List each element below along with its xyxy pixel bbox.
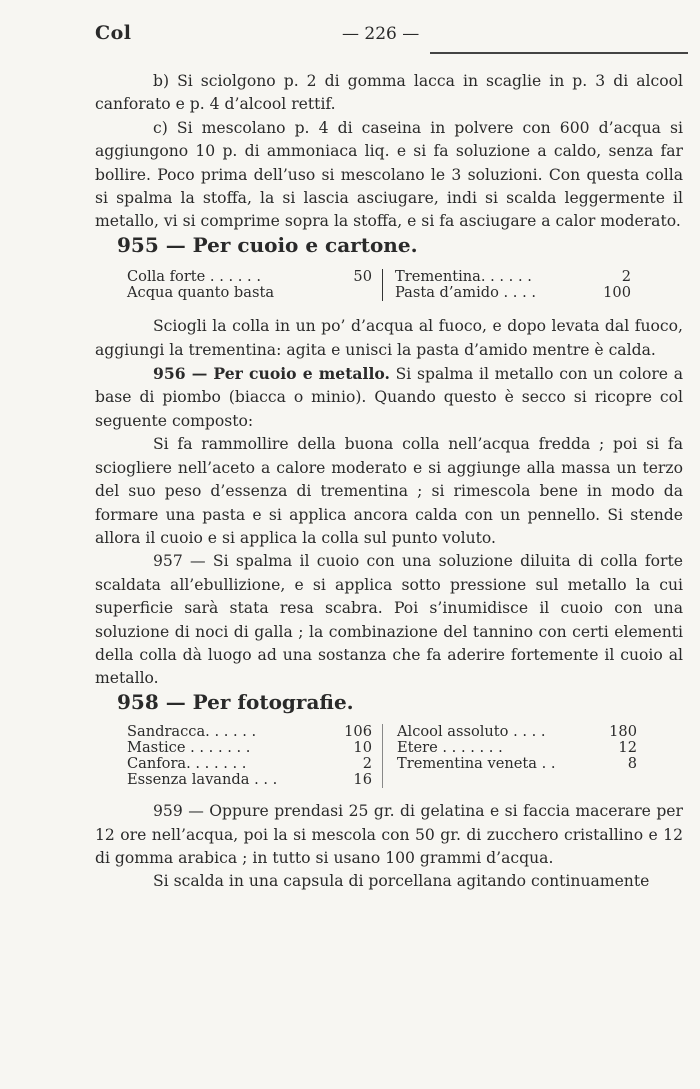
ingredient-qty: 16 [353,771,372,789]
section-957-number: 957 [153,552,183,571]
ingredient-row [397,740,637,756]
ingredient-qty: 10 [353,739,372,757]
page-body [95,70,683,894]
section-959-text: — Oppure prendasi 25 gr. di gelatina e si faccia macerare per 12 ore nell’acqua, poi la si mescola con 50 gr. di zucchero cristallino e 12 di gomma arabica ; in tutto si usano 100 grammi d’acqua. [95,802,683,867]
running-head: Col [95,22,132,44]
ingredient-qty: 50 [353,268,372,286]
ingredient-qty: 2 [621,268,631,286]
recipe-col-right [383,269,631,301]
ingredient-row [395,285,631,301]
ingredient-row [127,740,372,756]
ingredient-name: Alcool assoluto . . . . [397,723,546,741]
header-rule [430,52,688,54]
section-956-paragraph [95,362,683,433]
section-957-paragraph [95,550,683,690]
recipe-col-left [127,724,383,788]
section-956-text-2: Si fa rammollire della buona colla nell’acqua fredda ; poi si fa sciogliere nell’aceto a calore moderato e si aggiunge alla massa un terzo del suo peso d’essenza di trementina ; si rimescola bene in modo da formare una pasta e si applica ancora calda con un pennello. Si stende allora il cuoio e si applica la colla sul punto voluto. [95,435,683,547]
recipe-table-955 [127,269,683,301]
section-956-title: 956 — Per cuoio e metallo. [153,364,390,384]
ingredient-name: Sandracca. . . . . . [127,723,257,741]
paragraph-b: b) Si sciolgono p. 2 di gomma lacca in scaglie in p. 3 di alcool canforato e p. 4 d’alcool rettif. [95,72,683,114]
paragraph-c: c) Si mescolano p. 4 di caseina in polvere con 600 d’acqua si aggiungono 10 p. di ammoniaca liq. e si fa soluzione a caldo, senza far bollire. Poco prima dell’uso si mescolano le 3 soluzioni. Con questa colla si spalma la stoffa, la si lascia asciugare, indi si scalda leggermente il metallo, vi si comprime sopra la stoffa, e si fa asciugare a calor moderato. [95,118,683,231]
section-955-title: 955 — Per cuoio e cartone. [117,232,418,257]
ingredient-name: Canfora. . . . . . . [127,755,247,773]
section-956-text: Si spalma il metallo con un colore a base di piombo (biacca o minio). Quando questo è secco si ricopre col seguente composto: [95,365,683,430]
ingredient-name: Colla forte . . . . . . [127,268,261,286]
ingredient-row [127,772,372,788]
ingredient-qty: 12 [618,739,637,757]
section-955-text: Sciogli la colla in un po’ d’acqua al fuoco, e dopo levata dal fuoco, aggiungi la trementina: agita e unisci la pasta d’amido mentre è calda. [95,317,683,359]
ingredient-name: Essenza lavanda . . . [127,771,278,789]
section-959-text-2: Si scalda in una capsula di porcellana agitando continuamente [153,872,650,891]
section-958-title: 958 — Per fotografie. [117,689,354,714]
ingredient-row [395,269,631,285]
ingredient-name: Pasta d’amido . . . . [395,284,536,302]
ingredient-name: Etere . . . . . . . [397,739,503,757]
ingredient-name: Trementina. . . . . . [395,268,532,286]
ingredient-row [397,756,637,772]
recipe-col-left [127,269,383,301]
section-959-paragraph [95,800,683,870]
ingredient-qty: 180 [609,723,637,741]
ingredient-row [127,756,372,772]
page-number: — 226 — [342,24,420,44]
ingredient-qty: 100 [603,284,631,302]
section-959-number: 959 [153,802,183,821]
ingredient-qty: 106 [344,723,372,741]
recipe-table-958 [127,724,683,788]
ingredient-row [127,285,372,301]
ingredient-name: Acqua quanto basta [127,284,275,302]
ingredient-qty: 2 [362,755,372,773]
ingredient-name: Trementina veneta . . [397,755,556,773]
recipe-col-right [383,724,647,788]
ingredient-row [127,724,372,740]
ingredient-row [397,724,637,740]
section-957-text: — Si spalma il cuoio con una soluzione diluita di colla forte scaldata all’ebullizione, e si applica sotto pressione sul metallo la cui superficie sarà stata resa scabra. Poi s’inumidisce il cuoio con una soluzione di noci di galla ; la combinazione del tannino con certi elementi della colla dà luogo ad una sostanza che fa aderire fortemente il cuoio al metallo. [95,552,683,688]
ingredient-name: Mastice . . . . . . . [127,739,251,757]
ingredient-qty: 8 [627,755,637,773]
ingredient-row [127,269,372,285]
